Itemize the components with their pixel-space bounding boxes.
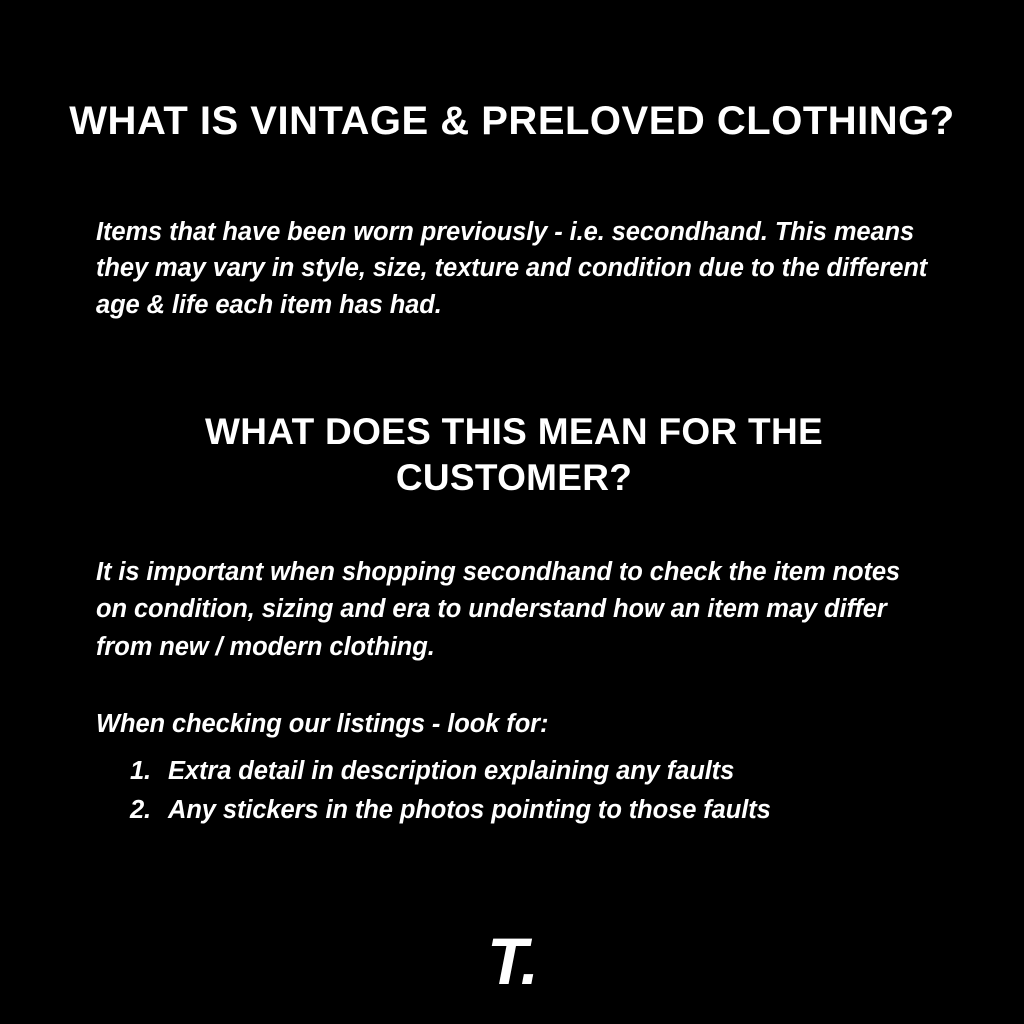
logo-mark-t-icon: T. <box>487 924 537 998</box>
faults-checklist <box>96 752 994 830</box>
listings-prompt: When checking our listings - look for: <box>96 709 549 738</box>
brand-logo <box>0 924 1024 998</box>
list-item: 2. Any stickers in the photos pointing to those faults <box>158 791 994 830</box>
section-heading-customer: WHAT DOES THIS MEAN FOR THE CUSTOMER? <box>205 410 823 498</box>
intro-paragraph: Items that have been worn previously - i.e. secondhand. This means they may vary in style, size, texture and condition due to the different age & life each item has had. <box>96 217 928 320</box>
page-title: WHAT IS VINTAGE & PRELOVED CLOTHING? <box>69 98 955 143</box>
list-item: 1. Extra detail in description explaining any faults <box>158 752 994 791</box>
customer-paragraph: It is important when shopping secondhand to check the item notes on condition, sizing and era to understand how an item may differ from new / modern clothing. <box>96 557 901 661</box>
